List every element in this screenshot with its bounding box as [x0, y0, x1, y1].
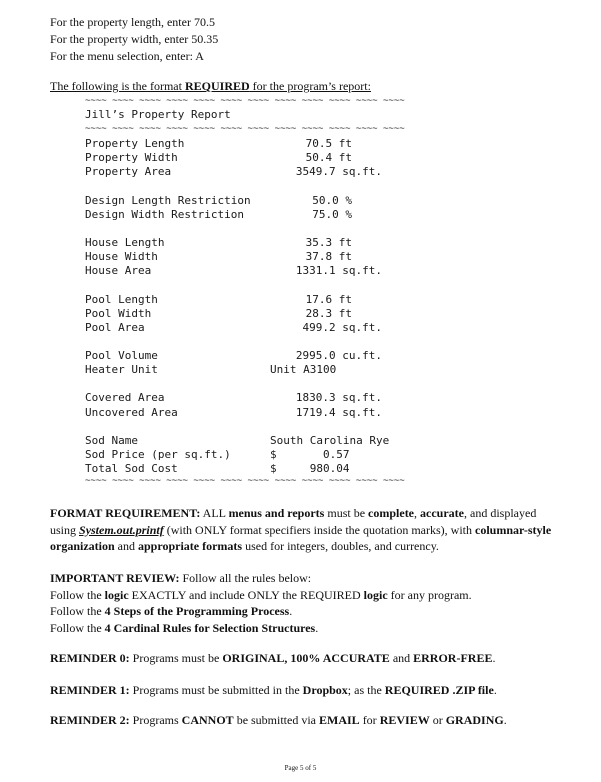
format-heading	[50, 79, 371, 94]
row-label: Design Width Restriction	[85, 207, 244, 221]
reminder-2	[50, 712, 560, 729]
row-value: 50.4 ft	[305, 151, 352, 165]
row-value: 1719.4 sq.ft.	[295, 405, 382, 419]
text: Follow the	[50, 604, 105, 618]
row-value: 50.0 %	[312, 193, 352, 207]
row-label: Pool Area	[85, 320, 145, 334]
bold-text: Dropbox	[302, 683, 348, 697]
row-label: Design Length Restriction	[85, 193, 251, 207]
report-row	[85, 406, 485, 420]
page-number: Page 5 of 5	[284, 764, 317, 772]
row-value: 2995.0 cu.ft.	[295, 349, 382, 363]
bold-text: accurate	[420, 506, 464, 520]
format-heading-required: REQUIRED	[184, 79, 250, 93]
bold-text: appropriate formats	[138, 539, 243, 553]
bold-text: FORMAT REQUIREMENT:	[50, 506, 201, 520]
wave-divider: ~~~~ ~~~~ ~~~~ ~~~~ ~~~~ ~~~~ ~~~~ ~~~~ ~~~~ ~~~~ ~~~~ ~~~~	[85, 124, 405, 134]
row-value: $ 980.04	[270, 462, 350, 476]
text: .	[503, 713, 507, 727]
report-row	[85, 236, 485, 250]
row-value: 28.3 ft	[305, 306, 352, 320]
text: Follow the	[50, 620, 105, 635]
text: must be	[324, 506, 369, 520]
bold-text: REQUIRED .ZIP file	[384, 683, 494, 697]
report-row	[85, 391, 485, 405]
bold-text: EMAIL	[319, 713, 360, 727]
important-review	[50, 570, 560, 636]
text: .	[289, 604, 293, 618]
report-row	[85, 462, 485, 476]
bold-text: REVIEW	[379, 713, 430, 727]
review-line	[50, 587, 560, 604]
row-value: 1830.3 sq.ft.	[295, 391, 382, 405]
row-label: House Width	[85, 250, 158, 264]
text: Follow the	[50, 587, 105, 602]
row-value: 35.3 ft	[305, 235, 352, 249]
text: .	[315, 620, 319, 635]
row-value: $ 0.57	[270, 448, 350, 461]
wave-divider: ~~~~ ~~~~ ~~~~ ~~~~ ~~~~ ~~~~ ~~~~ ~~~~ ~~~~ ~~~~ ~~~~ ~~~~	[85, 96, 405, 106]
row-value: 17.6 ft	[305, 292, 352, 306]
bold-text: ERROR-FREE	[413, 651, 493, 665]
report-row	[85, 250, 485, 264]
row-label: Property Width	[85, 151, 178, 165]
row-value: 499.2 sq.ft.	[302, 320, 382, 334]
report-row	[85, 321, 485, 335]
row-value: South Carolina Rye	[270, 433, 390, 447]
review-line	[50, 620, 560, 637]
text: used for integers, doubles, and currency.	[242, 539, 439, 553]
sample-report	[85, 96, 485, 486]
row-label: Pool Width	[85, 306, 152, 320]
row-label: House Area	[85, 264, 152, 278]
review-line	[50, 603, 560, 620]
text: or	[429, 713, 446, 727]
row-label: Pool Length	[85, 292, 158, 306]
text: .	[492, 651, 496, 665]
report-row	[85, 293, 485, 307]
text: .	[493, 683, 497, 697]
row-value: 37.8 ft	[305, 250, 352, 264]
row-value: 75.0 %	[312, 207, 352, 221]
text: EXACTLY and include ONLY the REQUIRED	[128, 587, 364, 602]
bold-text: menus and reports	[228, 506, 325, 520]
text: for	[359, 713, 380, 727]
text: (with ONLY format specifiers inside the quotation marks), with	[163, 522, 475, 537]
reminder-1	[50, 682, 560, 699]
bold-text: 4 Steps of the Programming Process	[104, 604, 290, 618]
bold-text: CANNOT	[181, 713, 234, 727]
format-heading-text: The following is the format	[50, 79, 185, 93]
text: for any program.	[387, 587, 472, 602]
row-label: Heater Unit	[85, 363, 158, 377]
row-label: Covered Area	[85, 391, 165, 405]
row-label: Pool Volume	[85, 349, 158, 363]
text: , and displayed using	[50, 506, 537, 537]
bold-text: logic	[363, 587, 388, 602]
instruction-line: For the menu selection, enter: A	[50, 49, 204, 63]
bold-text: logic	[104, 587, 129, 602]
bold-text: GRADING	[445, 713, 504, 727]
report-row	[85, 349, 485, 363]
text: Programs must be submitted in the	[129, 683, 303, 697]
report-row	[85, 307, 485, 321]
text: ; as the	[347, 683, 385, 697]
format-requirement	[50, 505, 560, 555]
wave-divider: ~~~~ ~~~~ ~~~~ ~~~~ ~~~~ ~~~~ ~~~~ ~~~~ ~~~~ ~~~~ ~~~~ ~~~~	[85, 476, 405, 487]
report-row	[85, 165, 485, 179]
row-label: Sod Name	[85, 433, 138, 447]
report-row	[85, 151, 485, 165]
text: be submitted via	[233, 713, 320, 727]
report-row	[85, 448, 485, 462]
row-value: 70.5 ft	[305, 137, 352, 150]
text: and	[389, 651, 414, 665]
report-row	[85, 434, 485, 448]
bold-text: REMINDER 1:	[50, 683, 130, 697]
row-label: House Length	[85, 235, 165, 249]
row-label: Total Sod Cost	[85, 462, 178, 476]
bold-text: REMINDER 2:	[50, 713, 130, 727]
text: ,	[414, 506, 421, 520]
input-instructions	[50, 14, 218, 65]
report-title: Jill’s Property Report	[85, 108, 231, 121]
report-row	[85, 137, 485, 151]
bold-text: 4 Cardinal Rules for Selection Structures	[104, 620, 316, 635]
row-value: Unit A3100	[270, 363, 337, 377]
bold-text: IMPORTANT REVIEW:	[50, 571, 180, 585]
report-row	[85, 194, 485, 208]
bold-text: complete	[368, 506, 415, 520]
row-value: 3549.7 sq.ft.	[295, 165, 382, 179]
bold-text: columnar-style organization	[50, 522, 552, 553]
row-label: Property Length	[85, 137, 185, 150]
format-heading-text: for the program’s report:	[249, 79, 371, 93]
row-label: Property Area	[85, 165, 172, 179]
text: and	[114, 539, 138, 553]
text: ALL	[200, 506, 229, 520]
row-label: Uncovered Area	[85, 405, 178, 419]
report-row	[85, 264, 485, 278]
report-row	[85, 363, 485, 377]
row-value: 1331.1 sq.ft.	[295, 264, 382, 278]
instruction-line: For the property length, enter 70.5	[50, 15, 215, 29]
instruction-line: For the property width, enter 50.35	[50, 32, 219, 46]
text: Programs must be	[129, 651, 223, 665]
printf-reference: System.out.printf	[79, 522, 164, 537]
review-heading	[50, 570, 560, 587]
bold-text: REMINDER 0:	[50, 651, 130, 665]
report-row	[85, 208, 485, 222]
row-label: Sod Price (per sq.ft.)	[85, 448, 231, 461]
text: Follow all the rules below:	[179, 571, 312, 585]
text: Programs	[129, 713, 182, 727]
bold-text: ORIGINAL, 100% ACCURATE	[222, 651, 390, 665]
reminder-0	[50, 650, 560, 667]
